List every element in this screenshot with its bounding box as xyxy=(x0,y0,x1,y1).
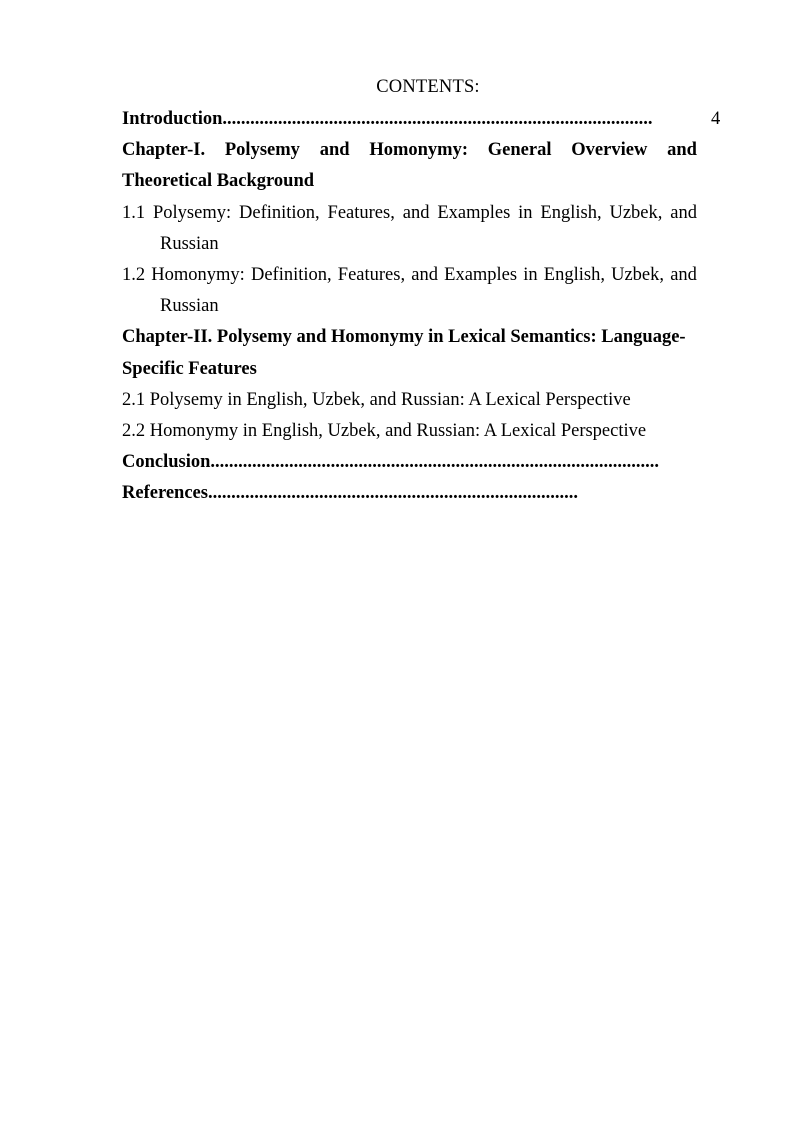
word: and xyxy=(670,264,697,285)
word: in xyxy=(523,264,538,285)
word: English, xyxy=(543,264,605,285)
toc-introduction-label: Introduction............................................................................................. xyxy=(122,109,653,129)
toc-introduction-page: 4 xyxy=(711,109,721,129)
word: Polysemy: xyxy=(153,202,232,223)
word: 1.2 xyxy=(122,264,146,285)
toc-2-2-label: 2.2 Homonymy in English, Uzbek, and Russian: A Lexical Perspective xyxy=(122,420,647,441)
word: Definition, xyxy=(250,264,332,285)
word: and xyxy=(411,264,438,285)
word: and xyxy=(667,140,697,161)
word: 1.1 xyxy=(122,202,146,223)
word: and xyxy=(670,202,697,223)
toc-entry-conclusion[interactable] xyxy=(122,451,697,482)
toc-chapter1-continuation: Theoretical Background xyxy=(122,171,315,192)
toc-2-1-label: 2.1 Polysemy in English, Uzbek, and Russian: A Lexical Perspective xyxy=(122,389,631,410)
toc-entry-1-1-line1[interactable] xyxy=(122,202,697,233)
toc-entry-chapter2-line2[interactable] xyxy=(122,358,697,389)
toc-entry-introduction[interactable] xyxy=(122,108,721,139)
toc-entry-1-1-line2[interactable] xyxy=(122,233,697,264)
word: Features, xyxy=(327,202,395,223)
toc-chapter2-label: Chapter-II. Polysemy and Homonymy in Lexical Semantics: Language- xyxy=(122,327,686,348)
word: Polysemy xyxy=(224,140,300,161)
toc-entry-2-1[interactable] xyxy=(122,389,697,420)
toc-references-label: References................................................................................ xyxy=(122,483,578,504)
word: Definition, xyxy=(239,202,320,223)
toc-entry-chapter1-line1[interactable] xyxy=(122,139,697,170)
word: Homonymy: xyxy=(151,264,245,285)
word: Uzbek, xyxy=(611,264,665,285)
toc-entry-1-2-line2[interactable] xyxy=(122,295,697,326)
word: and xyxy=(402,202,430,223)
toc-conclusion-label: Conclusion................................................................................................. xyxy=(122,452,660,473)
word: in xyxy=(518,202,533,223)
toc-chapter2-continuation: Specific Features xyxy=(122,358,257,379)
word: Features, xyxy=(337,264,406,285)
toc-entry-1-2-line1[interactable] xyxy=(122,264,697,295)
toc-entry-chapter1-line2[interactable] xyxy=(122,170,697,201)
word: Chapter-I. xyxy=(122,140,206,161)
table-of-contents xyxy=(122,108,721,513)
word: General xyxy=(487,140,552,161)
toc-1-1-continuation: Russian xyxy=(160,233,219,254)
word: Overview xyxy=(571,140,648,161)
contents-title: CONTENTS: xyxy=(376,77,480,97)
toc-entry-references[interactable] xyxy=(122,482,697,513)
word: and xyxy=(319,140,350,161)
toc-1-2-continuation: Russian xyxy=(160,296,219,317)
word: Examples xyxy=(437,202,511,223)
word: Homonymy: xyxy=(369,140,468,161)
toc-entry-chapter2-line1[interactable] xyxy=(122,326,697,357)
toc-entry-2-2[interactable] xyxy=(122,420,697,451)
word: English, xyxy=(540,202,602,223)
word: Examples xyxy=(444,264,518,285)
word: Uzbek, xyxy=(609,202,663,223)
